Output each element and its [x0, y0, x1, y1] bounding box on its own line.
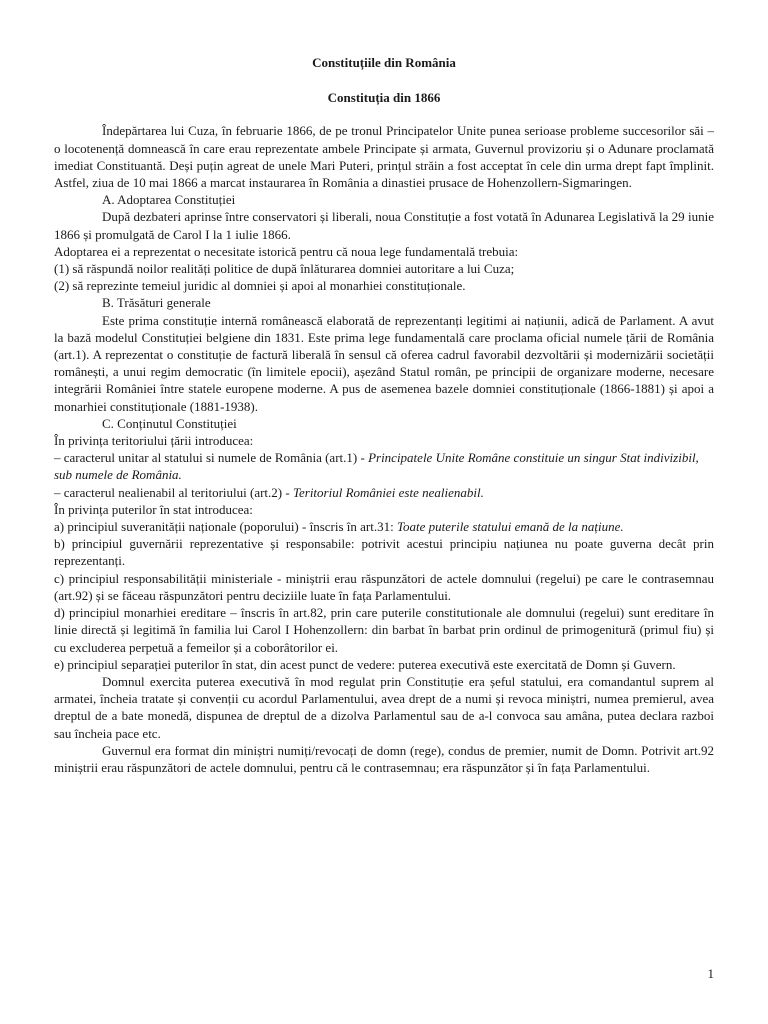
document-title: Constituțiile din România	[312, 55, 456, 70]
principle-a	[54, 518, 714, 535]
powers-intro: În privința puterilor în stat introducea:	[54, 501, 253, 517]
principle-a-quote: Toate puterile statului emană de la națiune.	[396, 519, 624, 535]
principle-e: e) principiul separației puterilor în stat, din acest punct de vedere: puterea executivă este exercitată de Domn și Guvern.	[54, 656, 676, 672]
section-a-item-2: (2) să reprezinte temeiul juridic al domniei și apoi al monarhiei constituționale.	[54, 278, 466, 294]
section-b-heading: B. Trăsături generale	[102, 295, 211, 311]
principle-d: d) principiul monarhiei ereditare – înscris în art.82, prin care puterile constitutionale ale domnului (regelui) sunt ereditare în linie directă și legitimă în familia lui Carol I Hohenzollern: din barbat în barbat prin ordinul de primogenitură (primul fiu) și cu excluderea perpetuă a femeilor și a coborâtorilor ei.	[54, 605, 714, 655]
territory-item-2-quote: Teritoriul României este nealienabil.	[292, 484, 484, 500]
territory-intro: În privința teritoriului țării introducea:	[54, 433, 254, 449]
principle-b: b) principiul guvernării reprezentative și responsabile: potrivit acestui principiu națiunea nu poate guverna decât prin reprezentanți.	[54, 536, 714, 569]
territory-item-1-quote: Principatele Unite Române constituie un singur Stat indivizibil, sub numele de România.	[54, 450, 699, 483]
section-a-paragraph-2: Adoptarea ei a reprezentat o necesitate istorică pentru că noua lege fundamentală trebuia:	[54, 243, 519, 259]
territory-item-2-text: – caracterul nealienabil al teritoriului (art.2) -	[54, 484, 293, 500]
territory-item-1	[54, 449, 714, 483]
section-b-paragraph: Este prima constituție internă românească elaborată de reprezentanți legitimi ai națiunii, adică de Parlament. A avut la bază modelul Constituției belgiene din 1831. Este prima lege fundamentală care proclama oficial numele țării de România (art.1). A reprezentat o constituție de factură liberală în sensul că oferea cadrul favorabil dezvoltării și modernizării societății românești, a unui regim democratic (în limitele epocii), așezând Statul român, pe principii de organizare moderne, necesare integrării României între statele europene moderne. A pus de asemenea bazele domniei constituționale (1866-1881) și apoi a monarhiei constituționale (1881-1938).	[54, 312, 714, 414]
domn-paragraph: Domnul exercita puterea executivă în mod regulat prin Constituție era șeful statului, era comandantul suprem al armatei, încheia tratate și convenții cu acordul Parlamentului, avea drept de a numi și revoca miniștri, numea premierul, avea dreptul de a bate monedă, dispunea de dreptul de a dizolva Parlamentul sau de a-l convoca sau amâna, putea declara razboi sau încheia pace etc.	[54, 673, 714, 741]
page-number: 1	[707, 965, 714, 981]
section-a-item-1: (1) să răspundă noilor realități politice de după înlăturarea domniei autoritare a lui Cuza;	[54, 261, 515, 277]
document-subtitle: Constituția din 1866	[327, 90, 441, 106]
section-a-paragraph-1: După dezbateri aprinse între conservatori și liberali, noua Constituție a fost votată în Adunarea Legislativă la 29 iunie 1866 și promulgată de Carol I la 1 iulie 1866.	[54, 209, 714, 242]
territory-item-2	[54, 484, 714, 501]
territory-item-1-text: – caracterul unitar al statului si numele de România (art.1) -	[54, 450, 369, 466]
guvern-paragraph: Guvernul era format din miniștri numiți/revocați de domn (rege), condus de premier, numit de Domn. Potrivit art.92 miniștrii erau răspunzători de actele domnului, pentru că le contrasemnau; era răspunzător și în fața Parlamentului.	[54, 742, 714, 775]
section-c-heading: C. Conținutul Constituției	[102, 415, 237, 431]
intro-paragraph: Îndepărtarea lui Cuza, în februarie 1866, de pe tronul Principatelor Unite punea serioase probleme succesorilor săi – o locotenență domnească în care erau reprezentate ambele Principate și armata, Guvernul provizoriu și o Adunare proclamată imediat Constituantă. Deși puțin agreat de unele Mari Puteri, prințul străin a fost acceptat în cele din urma drept fapt împlinit. Astfel, ziua de 10 mai 1866 a marcat instaurarea în România a dinastiei prusace de Hohenzollern-Sigmaringen.	[54, 123, 714, 191]
principle-a-text: a) principiul suveranității naționale (poporului) - înscris în art.31:	[54, 519, 397, 535]
section-a-heading: A. Adoptarea Constituției	[102, 192, 236, 208]
principle-c: c) principiul responsabilității ministeriale - miniștrii erau răspunzători de actele domnului (regelui) pe care le contrasemnau (art.92) și se făceau răspunzători pentru deciziile luate în fața Parlamentului.	[54, 570, 714, 603]
